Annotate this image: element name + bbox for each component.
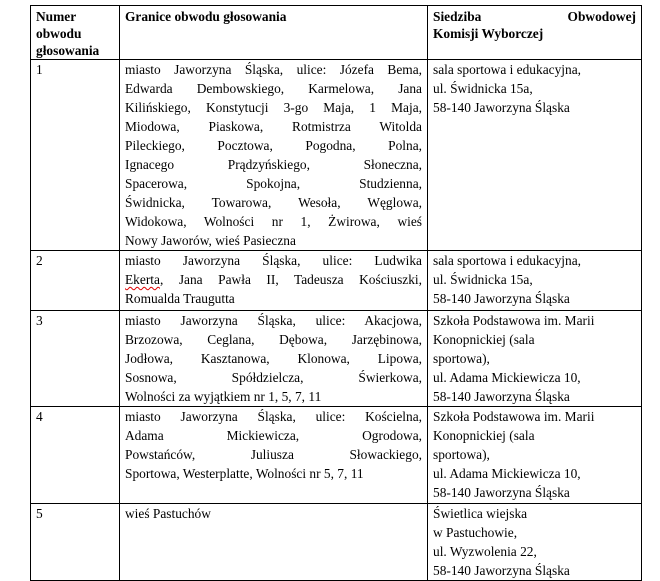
district-boundaries (120, 504, 428, 581)
spellcheck-word: Ekerta (125, 272, 160, 287)
boundary-line-text: Brzozowa, Ceglana, Dębowa, Jarzębinowa, (125, 332, 422, 347)
district-seat (428, 407, 642, 504)
district-number (31, 251, 120, 311)
boundary-line (125, 426, 422, 445)
boundary-line-text: Spacerowa, Spokojna, Studzienna, (125, 176, 422, 191)
boundary-line-text: Świdnicka, Towarowa, Wesoła, Węglowa, (125, 195, 422, 210)
boundary-line (125, 407, 422, 426)
header-number-text: Numer obwodu głosowania (36, 9, 100, 58)
boundary-line-text: Jodłowa, Kasztanowa, Klonowa, Lipowa, (125, 351, 422, 366)
district-number-text: 1 (36, 62, 43, 77)
district-number (31, 60, 120, 251)
boundary-line-text: Sosnowa, Spółdzielcza, Świerkowa, (125, 370, 422, 385)
header-boundaries-text: Granice obwodu głosowania (125, 9, 287, 24)
boundary-line-text: Pileckiego, Pocztowa, Pogodna, Polna, (125, 138, 422, 153)
boundary-line-text: Romualda Traugutta (125, 291, 235, 306)
table-row (31, 504, 642, 581)
header-seat (428, 6, 642, 60)
boundary-line (125, 136, 422, 155)
boundary-line (125, 289, 422, 308)
district-number (31, 311, 120, 407)
district-seat (428, 311, 642, 407)
boundary-line-text: Edwarda Dembowskiego, Karmelowa, Jana (125, 81, 422, 96)
boundary-line (125, 368, 422, 387)
district-number (31, 407, 120, 504)
seat-line: 58-140 Jaworzyna Śląska (433, 100, 570, 115)
header-boundaries (120, 6, 428, 60)
table-row (31, 407, 642, 504)
boundary-line (125, 60, 422, 79)
boundary-line-text: Kilińskiego, Konstytucji 3-go Maja, 1 Maja, (125, 100, 422, 115)
district-boundaries (120, 251, 428, 311)
header-seat-word1: Siedziba (433, 9, 482, 24)
table-row (31, 311, 642, 407)
header-seat-word2: Obwodowej (567, 9, 636, 24)
boundary-line (125, 445, 422, 464)
header-row (31, 6, 642, 60)
boundary-line (125, 464, 422, 483)
table-row (31, 251, 642, 311)
boundary-line-text: wieś Pastuchów (125, 506, 211, 521)
seat-line: ul. Świdnicka 15a, (433, 81, 533, 96)
district-number-text: 5 (36, 506, 43, 521)
seat-line: sportowa), (433, 351, 490, 366)
seat-line: Szkoła Podstawowa im. Marii (433, 313, 595, 328)
boundary-line-text: Sportowa, Westerplatte, Wolności nr 5, 7, 11 (125, 466, 364, 481)
boundary-line-text: Widokowa, Wolności nr 1, Żwirowa, wieś (125, 214, 422, 229)
boundary-line-text (125, 270, 422, 289)
district-number-text: 2 (36, 253, 43, 268)
boundary-line-text: miasto Jaworzyna Śląska, ulice: Akacjowa, (125, 313, 422, 328)
seat-line: Konopnickiej (sala (433, 332, 535, 347)
district-seat (428, 504, 642, 581)
district-seat (428, 60, 642, 251)
boundary-line (125, 174, 422, 193)
boundary-line-text: miasto Jaworzyna Śląska, ulice: Józefa Bema, (125, 62, 422, 77)
boundary-line (125, 98, 422, 117)
district-number-text: 3 (36, 313, 43, 328)
district-boundaries (120, 311, 428, 407)
header-seat-line1 (433, 8, 636, 25)
seat-line: 58-140 Jaworzyna Śląska (433, 485, 570, 500)
boundary-line-text: Miodowa, Piaskowa, Rotmistrza Witolda (125, 119, 422, 134)
district-boundaries (120, 407, 428, 504)
boundary-line (125, 212, 422, 231)
boundary-line-text: Wolności za wyjątkiem nr 1, 5, 7, 11 (125, 389, 322, 404)
boundary-line (125, 330, 422, 349)
district-number (31, 504, 120, 581)
boundary-line (125, 387, 422, 406)
seat-line: Konopnickiej (sala (433, 428, 535, 443)
seat-line: ul. Świdnicka 15a, (433, 272, 533, 287)
boundary-line-text: miasto Jaworzyna Śląska, ulice: Kościelna, (125, 409, 422, 424)
voting-districts-table (30, 5, 642, 581)
boundary-line-rest: , Jana Pawła II, Tadeusza Kościuszki, (159, 272, 422, 287)
boundary-line (125, 79, 422, 98)
seat-line: 58-140 Jaworzyna Śląska (433, 389, 570, 404)
seat-line: ul. Wyzwolenia 22, (433, 544, 537, 559)
seat-line: sala sportowa i edukacyjna, (433, 253, 581, 268)
seat-line: ul. Adama Mickiewicza 10, (433, 466, 581, 481)
district-number-text: 4 (36, 409, 43, 424)
boundary-line-text: Powstańców, Juliusza Słowackiego, (125, 447, 422, 462)
boundary-line (125, 270, 422, 289)
boundary-line (125, 349, 422, 368)
boundary-line (125, 155, 422, 174)
seat-line: ul. Adama Mickiewicza 10, (433, 370, 581, 385)
table-row (31, 60, 642, 251)
seat-line: Świetlica wiejska (433, 506, 528, 521)
seat-line: sala sportowa i edukacyjna, (433, 62, 581, 77)
boundary-line (125, 251, 422, 270)
boundary-line-text: Nowy Jaworów, wieś Pasieczna (125, 233, 296, 248)
boundary-line (125, 311, 422, 330)
boundary-line-text: Adama Mickiewicza, Ogrodowa, (125, 428, 422, 443)
boundary-line-text: miasto Jaworzyna Śląska, ulice: Ludwika (125, 253, 422, 268)
seat-line: 58-140 Jaworzyna Śląska (433, 563, 570, 578)
boundary-line (125, 504, 422, 523)
header-number (31, 6, 120, 60)
boundary-line (125, 231, 422, 250)
seat-line: sportowa), (433, 447, 490, 462)
boundary-line-text: Ignacego Prądzyńskiego, Słoneczna, (125, 157, 422, 172)
seat-line: w Pastuchowie, (433, 525, 518, 540)
district-seat (428, 251, 642, 311)
header-seat-line2: Komisji Wyborczej (433, 26, 544, 41)
seat-line: 58-140 Jaworzyna Śląska (433, 291, 570, 306)
boundary-line (125, 193, 422, 212)
district-boundaries (120, 60, 428, 251)
boundary-line (125, 117, 422, 136)
seat-line: Szkoła Podstawowa im. Marii (433, 409, 595, 424)
